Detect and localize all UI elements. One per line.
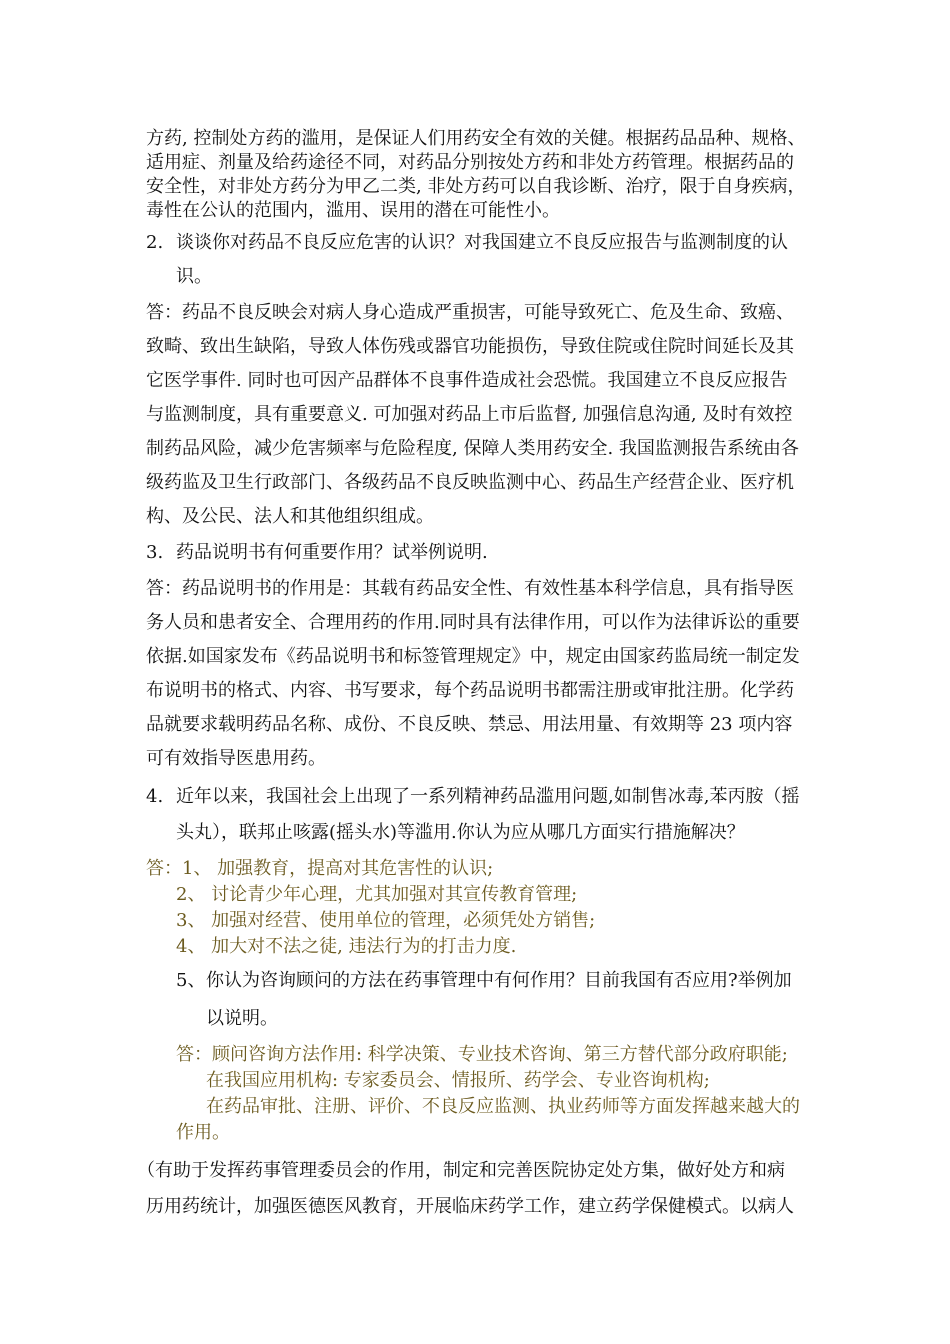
answer-3-line: 品就要求载明药品名称、成份、不良反映、禁忌、用法用量、有效期等 23 项内容 <box>146 714 793 735</box>
question-text: 近年以来，我国社会上出现了一系列精神药品滥用问题,如制售冰毒,苯丙胺（摇 <box>176 786 800 807</box>
answer-4-line: 2、 讨论青少年心理，尤其加强对其宣传教育管理; <box>176 884 578 905</box>
answer-3-line: 答：药品说明书的作用是：其载有药品安全性、有效性基本科学信息，具有指导医 <box>146 578 794 599</box>
answer-4-line: 4、 加大对不法之徒, 违法行为的打击力度. <box>176 936 517 957</box>
answer-4-line: 3、 加强对经营、使用单位的管理，必须凭处方销售; <box>176 910 596 931</box>
answer-3-line: 依据.如国家发布《药品说明书和标签管理规定》中，规定由国家药监局统一制定发 <box>146 646 800 667</box>
answer-2-line: 级药监及卫生行政部门、各级药品不良反映监测中心、药品生产经营企业、医疗机 <box>146 472 794 493</box>
answer-5-line: 答：顾问咨询方法作用: 科学决策、专业技术咨询、第三方替代部分政府职能; <box>176 1044 788 1065</box>
question-2 <box>146 228 788 254</box>
question-5 <box>176 966 792 992</box>
question-number: 4. <box>146 786 164 807</box>
answer-3-line: 可有效指导医患用药。 <box>146 748 326 769</box>
answer-5-line: 在药品审批、注册、评价、不良反应监测、执业药师等方面发挥越来越大的 <box>206 1096 800 1117</box>
para1-line: 安全性，对非处方药分为甲乙二类, 非处方药可以自我诊断、治疗，限于自身疾病， <box>146 176 806 197</box>
question-text: 你认为咨询顾问的方法在药事管理中有何作用？目前我国有否应用?举例加 <box>206 970 792 991</box>
question-4-cont: 头丸），联邦止咳露(摇头水)等滥用.你认为应从哪几方面实行措施解决？ <box>176 822 745 843</box>
question-number: 2. <box>146 232 164 253</box>
question-2-cont: 识。 <box>176 266 212 287</box>
answer-2-line: 它医学事件. 同时也可因产品群体不良事件造成社会恐慌。我国建立不良反应报告 <box>146 370 788 391</box>
closing-para-line: （有助于发挥药事管理委员会的作用，制定和完善医院协定处方集，做好处方和病 <box>137 1160 785 1181</box>
question-text: 谈谈你对药品不良反应危害的认识？对我国建立不良反应报告与监测制度的认 <box>176 232 788 253</box>
answer-2-line: 答：药品不良反映会对病人身心造成严重损害，可能导致死亡、危及生命、致癌、 <box>146 302 794 323</box>
answer-2-line: 构、及公民、法人和其他组织组成。 <box>146 506 434 527</box>
answer-3-line: 布说明书的格式、内容、书写要求，每个药品说明书都需注册或审批注册。化学药 <box>146 680 794 701</box>
answer-2-line: 与监测制度，具有重要意义. 可加强对药品上市后监督, 加强信息沟通, 及时有效控 <box>146 404 793 425</box>
answer-2-line: 致畸、致出生缺陷，导致人体伤残或器官功能损伤，导致住院或住院时间延长及其 <box>146 336 794 357</box>
answer-2-line: 制药品风险，减少危害频率与危险程度, 保障人类用药安全. 我国监测报告系统由各 <box>146 438 799 459</box>
para1-line: 方药, 控制处方药的滥用，是保证人们用药安全有效的关健。根据药品品种、规格、 <box>146 128 806 149</box>
answer-4-line: 答：1、 加强教育，提高对其危害性的认识; <box>146 858 494 879</box>
question-number: 5、 <box>176 970 206 991</box>
para1-line: 毒性在公认的范围内，滥用、误用的潜在可能性小。 <box>146 200 560 221</box>
question-4 <box>146 782 799 808</box>
question-5-cont: 以说明。 <box>206 1008 278 1029</box>
question-number: 3. <box>146 542 164 563</box>
question-text: 药品说明书有何重要作用？试举例说明. <box>176 542 488 563</box>
closing-para-line: 历用药统计，加强医德医风教育，开展临床药学工作，建立药学保健模式。以病人 <box>146 1196 794 1217</box>
para1-line: 适用症、剂量及给药途径不同，对药品分别按处方药和非处方药管理。根据药品的 <box>146 152 794 173</box>
question-3 <box>146 538 488 564</box>
answer-5-line: 在我国应用机构: 专家委员会、情报所、药学会、专业咨询机构; <box>206 1070 710 1091</box>
answer-5-line: 作用。 <box>176 1122 230 1143</box>
answer-3-line: 务人员和患者安全、合理用药的作用.同时具有法律作用，可以作为法律诉讼的重要 <box>146 612 800 633</box>
